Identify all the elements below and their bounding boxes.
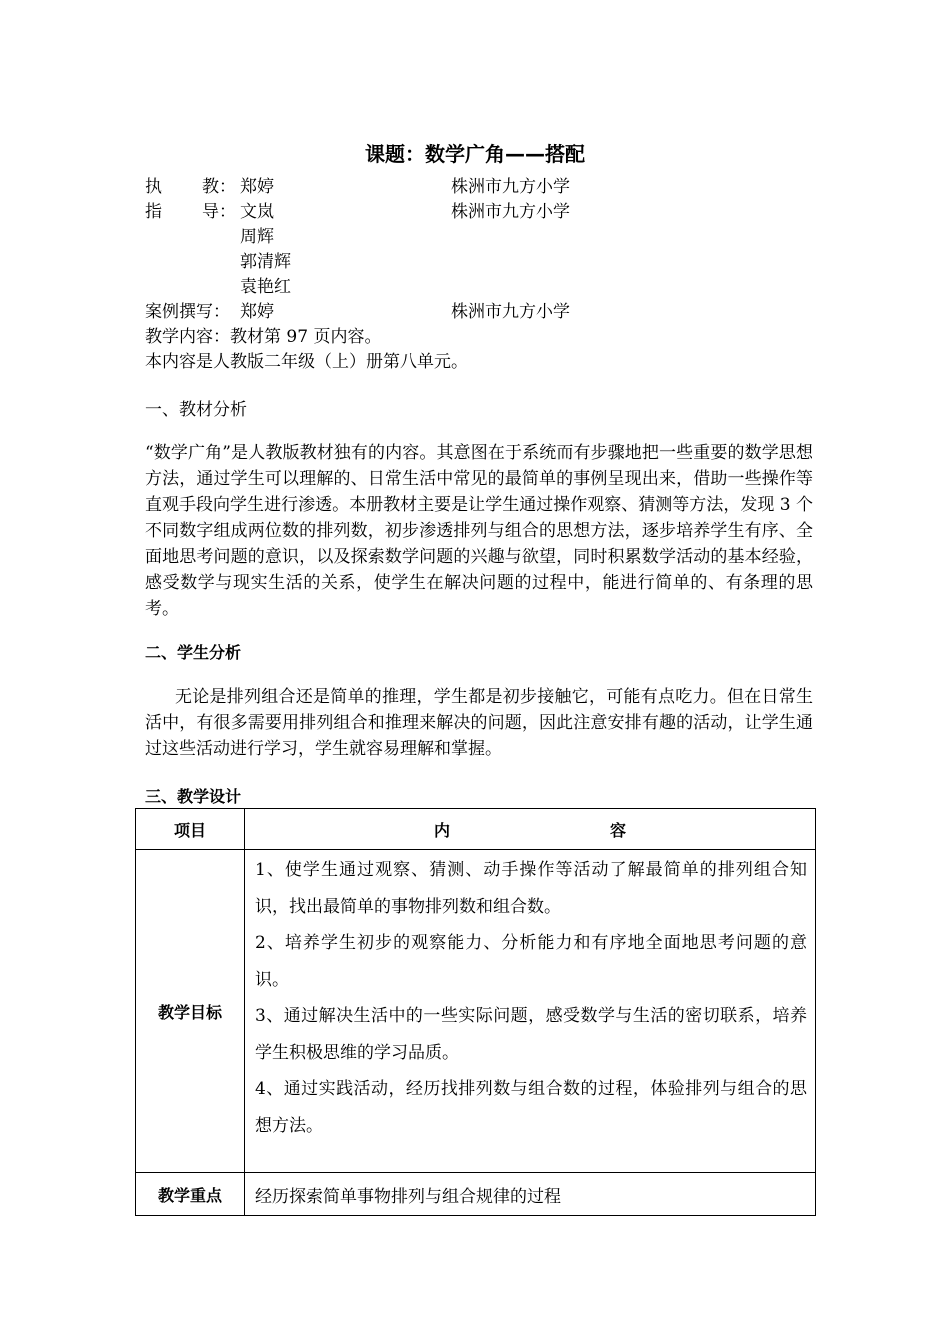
section-heading-student-analysis: 二、学生分析: [145, 643, 242, 662]
table-row-goals: [136, 850, 816, 1173]
goals-label: 教学目标: [136, 850, 245, 1173]
advisor-name: 郭清辉: [240, 252, 291, 272]
header-content: [245, 809, 816, 850]
unit-line: 本内容是人教版二年级（上）册第八单元。: [145, 352, 468, 372]
teacher-name: 郑婷: [240, 177, 274, 197]
teacher-school: 株洲市九方小学: [451, 177, 570, 197]
student-analysis-paragraph: 无论是排列组合还是简单的推理，学生都是初步接触它，可能有点吃力。但在日常生活中，有很多需要用排列组合和推理来解决的问题，因此注意安排有趣的活动，让学生通过这些活动进行学习，学生就容易理解和掌握。: [145, 687, 813, 759]
key-content: 经历探索简单事物排列与组合规律的过程: [245, 1173, 816, 1216]
lesson-title: 课题：数学广角——搭配: [365, 142, 585, 166]
writer-name: 郑婷: [240, 302, 274, 322]
table-header-row: [136, 809, 816, 850]
goal-item: 3、通过解决生活中的一些实际问题，感受数学与生活的密切联系，培养学生积极思维的学习品质。: [255, 1006, 807, 1063]
advisor-school: 株洲市九方小学: [451, 202, 570, 222]
table-row-key-points: [136, 1173, 816, 1216]
textbook-analysis-paragraph: “数学广角”是人教版教材独有的内容。其意图在于系统而有步骤地把一些重要的数学思想方法，通过学生可以理解的、日常生活中常见的最简单的事例呈现出来，借助一些操作等直观手段向学生进行渗透。本册教材主要是让学生通过操作观察、猜测等方法，发现 3 个不同数字组成两位数的排列数，初步渗透排列与组合的思想方法，逐步培养学生有序、全面地思考问题的意识，以及探索数学问题的兴趣与欲望，同时积累数学活动的基本经验，感受数学与现实生活的关系，使学生在解决问题的过程中，能进行简单的、有条理的思考。: [145, 443, 813, 619]
header-content-b: 容: [610, 820, 627, 840]
header-content-a: 内: [433, 820, 450, 840]
section-heading-textbook-analysis: 一、教材分析: [145, 400, 247, 420]
key-label: 教学重点: [136, 1173, 245, 1216]
teacher-label-a: 执: [145, 177, 162, 197]
advisor-label-b: 导：: [202, 202, 236, 222]
goal-item: 1、使学生通过观察、猜测、动手操作等活动了解最简单的排列组合知识，找出最简单的事物排列数和组合数。: [255, 860, 807, 917]
teaching-design-table: [135, 808, 816, 1216]
writer-label: 案例撰写：: [145, 302, 230, 322]
advisor-name: 袁艳红: [240, 277, 291, 297]
teacher-label-b: 教：: [202, 177, 236, 197]
section-heading-teaching-design: 三、教学设计: [145, 787, 242, 806]
advisor-name: 文岚: [240, 202, 274, 222]
advisor-label-a: 指: [145, 202, 162, 222]
advisor-name: 周辉: [240, 227, 274, 247]
content-line: 教学内容：教材第 97 页内容。: [145, 327, 382, 347]
header-item: 项目: [136, 809, 245, 850]
goals-content: [245, 850, 816, 1173]
goal-item: 4、通过实践活动，经历找排列数与组合数的过程，体验排列与组合的思想方法。: [255, 1079, 807, 1136]
goal-item: 2、培养学生初步的观察能力、分析能力和有序地全面地思考问题的意识。: [255, 933, 807, 990]
writer-school: 株洲市九方小学: [451, 302, 570, 322]
